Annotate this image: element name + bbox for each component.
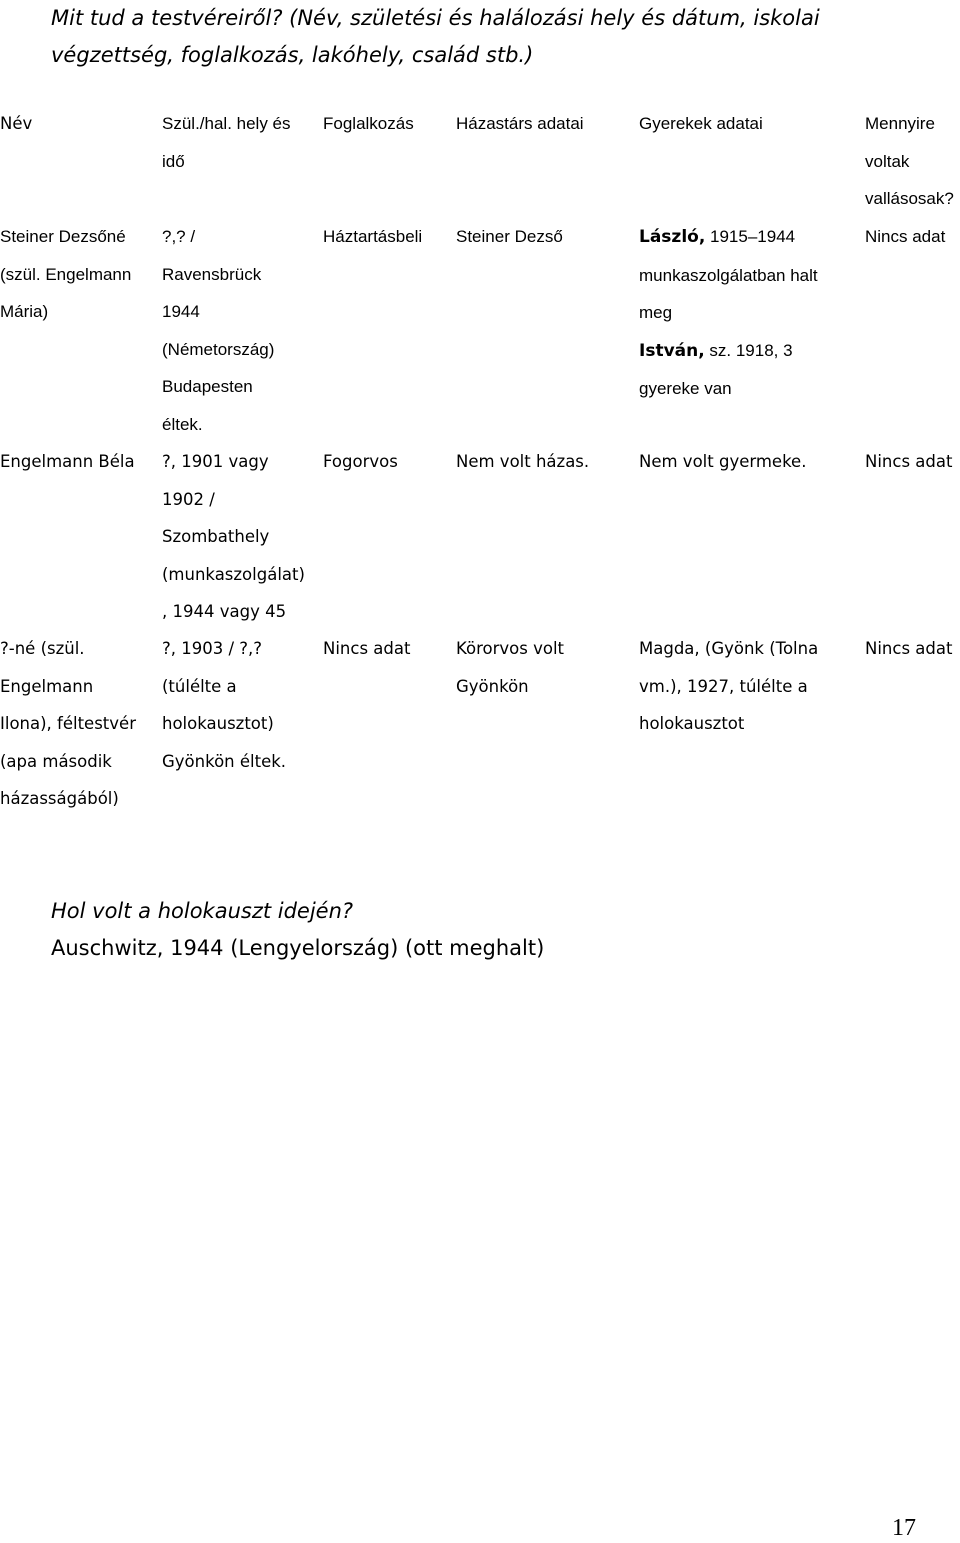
row1-spouse: Steiner Dezső (456, 227, 563, 246)
holocaust-question-answer: Auschwitz, 1944 (Lengyelország) (ott meghalt) (51, 936, 545, 960)
row2-name: Engelmann Béla (0, 452, 135, 471)
header-religion: Mennyire voltak vallásosak? (865, 114, 954, 208)
row3-religion: Nincs adat (865, 639, 953, 658)
row1-birth-death: ?,? / Ravensbrück 1944 (Németország) Budapesten éltek. (162, 227, 275, 434)
intro-question (51, 0, 931, 74)
row3-name: ?-né (szül. Engelmann Ilona), féltestvér (apa második házasságából) (0, 639, 136, 808)
header-birth-death: Szül./hal. hely és idő (162, 114, 291, 171)
intro-question-line-1: Mit tud a testvéreiről? (Név, születési és halálozási hely és dátum, iskolai (51, 6, 820, 30)
row2-birth-death: ?, 1901 vagy 1902 / Szombathely (munkaszolgálat) , 1944 vagy 45 (162, 452, 305, 621)
row2-children: Nem volt gyermeke. (639, 452, 807, 471)
header-name: Név (0, 114, 33, 133)
header-children: Gyerekek adatai (639, 114, 763, 133)
row1-children: László, 1915–1944 munkaszolgálatban halt meg István, sz. 1918, 3 gyereke van (639, 227, 818, 398)
row3-children: Magda, (Gyönk (Tolna vm.), 1927, túlélte a holokausztot (639, 639, 819, 733)
row3-birth-death: ?, 1903 / ?,? (túlélte a holokausztot) Gyönkön éltek. (162, 639, 287, 771)
child1-years: 1915–1944 (705, 227, 796, 246)
row1-name: Steiner Dezsőné (szül. Engelmann Mária) (0, 227, 132, 321)
header-spouse: Házastárs adatai (456, 114, 584, 133)
intro-question-line-2: végzettség, foglalkozás, lakóhely, család stb.) (51, 43, 534, 67)
row1-religion: Nincs adat (865, 227, 946, 246)
row3-occupation: Nincs adat (323, 639, 411, 658)
row1-occupation: Háztartásbeli (323, 227, 423, 246)
page-number: 17 (892, 1515, 916, 1541)
child1-name: László, (639, 227, 706, 247)
child2-name: István, (639, 340, 705, 361)
row2-spouse: Nem volt házas. (456, 452, 590, 471)
row3-spouse: Körorvos volt Gyönkön (456, 639, 565, 696)
holocaust-question-title: Hol volt a holokauszt idején? (51, 899, 354, 923)
row2-religion: Nincs adat (865, 452, 953, 471)
child2-years: sz. 1918, 3 (704, 340, 793, 360)
row2-occupation: Fogorvos (323, 452, 398, 471)
holocaust-question (51, 893, 544, 967)
header-occupation: Foglalkozás (323, 114, 414, 133)
